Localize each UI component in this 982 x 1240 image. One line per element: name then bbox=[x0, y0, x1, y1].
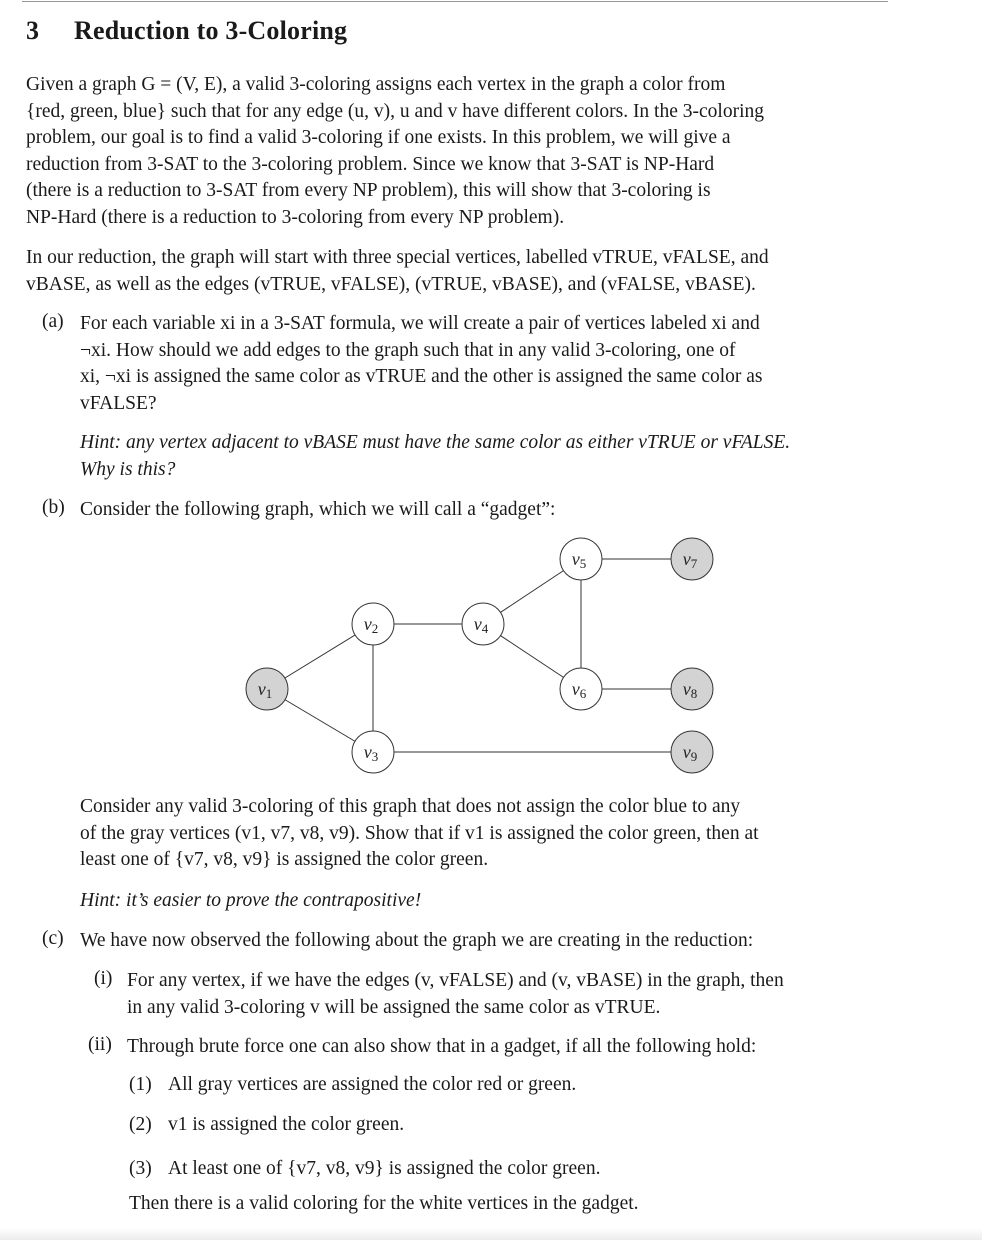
conclusion-text: Then there is a valid coloring for the white vertices in the gadget. bbox=[129, 1193, 639, 1214]
hint-line: Hint: any vertex adjacent to vBASE must have the same color as either vTRUE or vFALSE. bbox=[80, 432, 791, 453]
part-c-i-line: For any vertex, if we have the edges (v, vFALSE) and (v, vBASE) in the graph, then bbox=[127, 970, 784, 991]
gadget-graph bbox=[240, 530, 740, 780]
part-b-line: least one of {v7, v8, v9} is assigned the color green. bbox=[80, 849, 489, 870]
vertex-label: v6 bbox=[571, 679, 587, 701]
intro-line: vBASE, as well as the edges (vTRUE, vFALSE), (vTRUE, vBASE), and (vFALSE, vBASE). bbox=[26, 273, 756, 295]
intro-line: In our reduction, the graph will start with three special vertices, labelled vTRUE, vFALSE, and bbox=[26, 247, 769, 268]
part-c-intro-line: We have now observed the following about the graph we are creating in the reduction: bbox=[80, 930, 754, 951]
intro-line: problem, our goal is to find a valid 3-coloring if one exists. In this problem, we will give a bbox=[26, 127, 731, 148]
vertex-label: v9 bbox=[682, 742, 698, 764]
vertex-v5 bbox=[560, 538, 602, 580]
part-c-i-label: (i) bbox=[94, 968, 113, 989]
part-c-label: (c) bbox=[42, 928, 64, 949]
part-c-intro bbox=[80, 928, 887, 955]
intro-line: reduction from 3-SAT to the 3-coloring problem. Since we know that 3-SAT is NP-Hard bbox=[26, 153, 715, 175]
condition-3-text: At least one of {v7, v8, v9} is assigned the color green. bbox=[168, 1158, 601, 1179]
condition-1-label: (1) bbox=[129, 1074, 152, 1095]
gadget-vertices bbox=[246, 538, 713, 773]
condition-2-text: v1 is assigned the color green. bbox=[168, 1114, 405, 1135]
condition-3-label: (3) bbox=[129, 1158, 152, 1179]
condition-2-label: (2) bbox=[129, 1114, 152, 1135]
vertex-label: v7 bbox=[682, 549, 698, 571]
vertex-v8 bbox=[671, 668, 713, 710]
vertex-v4 bbox=[462, 603, 504, 645]
part-b-body bbox=[80, 794, 887, 874]
hint-line: Hint: it’s easier to prove the contrapositive! bbox=[80, 890, 422, 911]
gadget-edges bbox=[267, 559, 692, 752]
part-a-hint bbox=[80, 430, 887, 483]
page-bottom-edge bbox=[0, 1228, 982, 1240]
intro-line: NP-Hard (there is a reduction to 3-coloring from every NP problem). bbox=[26, 206, 565, 228]
intro-paragraph-2 bbox=[26, 245, 887, 298]
part-b-hint bbox=[80, 888, 887, 915]
intro-paragraph-1 bbox=[26, 72, 887, 231]
intro-line: (there is a reduction to 3-SAT from every NP problem), this will show that 3-coloring is bbox=[26, 180, 711, 201]
section-number: 3 bbox=[26, 16, 40, 45]
vertex-v1 bbox=[246, 668, 288, 710]
part-a-label: (a) bbox=[42, 311, 64, 332]
part-c-i-line: in any valid 3-coloring v will be assigned the same color as vTRUE. bbox=[127, 996, 661, 1018]
part-c-ii-label: (ii) bbox=[88, 1034, 112, 1055]
vertex-v3 bbox=[352, 731, 394, 773]
part-a-line: ¬xi. How should we add edges to the graph such that in any valid 3-coloring, one of bbox=[80, 339, 736, 361]
part-a-line: For each variable xi in a 3-SAT formula, we will create a pair of vertices labeled xi and bbox=[80, 313, 760, 334]
section-title: Reduction to 3-Coloring bbox=[74, 16, 348, 45]
vertex-v6 bbox=[560, 668, 602, 710]
vertex-label: v1 bbox=[257, 679, 273, 701]
intro-line: {red, green, blue} such that for any edge (u, v), u and v have different colors. In the 3-coloring bbox=[26, 100, 764, 122]
part-a-text bbox=[80, 311, 887, 417]
part-c-ii-line: Through brute force one can also show that in a gadget, if all the following hold: bbox=[127, 1036, 757, 1057]
part-b-intro-line: Consider the following graph, which we will call a “gadget”: bbox=[80, 499, 556, 520]
vertex-label: v5 bbox=[571, 549, 587, 571]
part-b-line: of the gray vertices (v1, v7, v8, v9). Show that if v1 is assigned the color green, then at bbox=[80, 822, 759, 844]
top-rule bbox=[22, 1, 888, 2]
part-c-ii-text bbox=[127, 1034, 887, 1061]
vertex-v7 bbox=[671, 538, 713, 580]
vertex-label: v2 bbox=[363, 614, 379, 636]
part-b-intro bbox=[80, 497, 887, 524]
part-c-i-text bbox=[127, 968, 887, 1021]
intro-line: Given a graph G = (V, E), a valid 3-coloring assigns each vertex in the graph a color from bbox=[26, 74, 726, 95]
condition-1-text: All gray vertices are assigned the color red or green. bbox=[168, 1074, 577, 1095]
part-b-label: (b) bbox=[42, 497, 65, 518]
vertex-v2 bbox=[352, 603, 394, 645]
hint-line: Why is this? bbox=[80, 458, 176, 480]
vertex-label: v4 bbox=[473, 614, 489, 636]
part-a-line: xi, ¬xi is assigned the same color as vTRUE and the other is assigned the same color as bbox=[80, 366, 763, 387]
section-heading bbox=[26, 16, 347, 46]
part-b-line: Consider any valid 3-coloring of this graph that does not assign the color blue to any bbox=[80, 796, 741, 817]
vertex-label: v8 bbox=[682, 679, 698, 701]
vertex-label: v3 bbox=[363, 742, 379, 764]
part-a-line: vFALSE? bbox=[80, 392, 157, 414]
vertex-v9 bbox=[671, 731, 713, 773]
